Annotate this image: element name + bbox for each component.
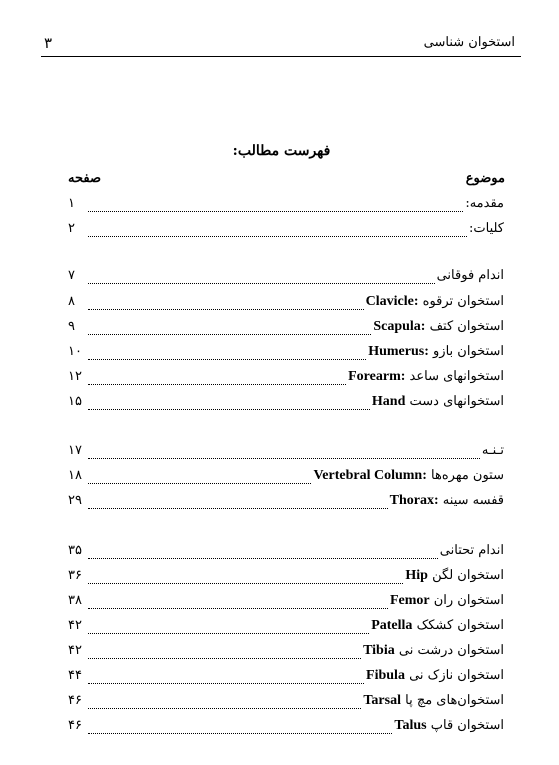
dot-leader (88, 359, 366, 360)
column-header-topic: موضوع (465, 171, 505, 186)
toc-entry (68, 196, 504, 216)
toc-entry-title-fa: اندام فوقانی (436, 268, 504, 283)
dot-leader (88, 683, 364, 684)
toc-entry-title-fa: استخوان قاپ (430, 718, 504, 733)
toc-entry (68, 344, 504, 364)
toc-entry-title (313, 468, 504, 484)
toc-entry-title-fa: استخوان درشت نی (398, 643, 504, 658)
toc-entry-title (366, 668, 504, 684)
toc-entry-page: ۱۰ (68, 344, 82, 359)
page-number: ۳ (44, 34, 53, 52)
dot-leader (88, 633, 369, 634)
toc-entry-title-fa: مقدمه: (465, 196, 504, 211)
dot-leader (88, 334, 371, 335)
toc-entry (68, 593, 504, 613)
toc-title: فهرست مطالب: (232, 143, 331, 159)
dot-leader (88, 608, 388, 609)
toc-entry (68, 618, 504, 638)
toc-entry-page: ۴۶ (68, 718, 82, 733)
toc-entry (68, 294, 504, 314)
dot-leader (88, 384, 346, 385)
toc-entry-title-fa: استخوانهای دست (409, 394, 504, 409)
dot-leader (88, 483, 311, 484)
toc-entry-title (371, 618, 504, 634)
dot-leader (88, 733, 392, 734)
dot-leader (88, 236, 467, 237)
toc-entry-page: ۱۷ (68, 443, 82, 458)
toc-entry (68, 268, 504, 288)
toc-entry-title (405, 568, 504, 584)
toc-entry-title-en: Patella (371, 618, 413, 633)
dot-leader (88, 508, 388, 509)
toc-entry (68, 443, 504, 463)
toc-entry-title-en: Femor (389, 593, 430, 608)
dot-leader (88, 211, 463, 212)
toc-entry-title-en: Fibula (366, 668, 405, 683)
toc-entry-title (437, 268, 504, 283)
dot-leader (88, 583, 403, 584)
toc-entry-page: ۱ (68, 196, 75, 211)
toc-entry-title-fa: ستون مهره‌ها (431, 468, 504, 483)
toc-entry-page: ۳۸ (68, 593, 82, 608)
toc-entry-title-fa: استخوان ران (433, 593, 504, 608)
toc-entry (68, 319, 504, 339)
toc-entry-title-en: Scapula: (373, 319, 426, 334)
dot-leader (88, 458, 480, 459)
toc-entry-page: ۴۶ (68, 693, 82, 708)
toc-entry-title-en: Thorax: (389, 493, 439, 508)
toc-entry (68, 668, 504, 688)
toc-entry-title-fa: استخوان کشکک (416, 618, 504, 633)
toc-entry-title-en: Clavicle: (365, 294, 419, 309)
toc-entry-page: ۱۵ (68, 394, 82, 409)
toc-entry-title-fa: استخوان نازک نی (409, 668, 504, 683)
toc-entry-title (348, 369, 504, 385)
toc-entry-title-en: Vertebral Column: (313, 468, 427, 483)
dot-leader (88, 409, 370, 410)
toc-entry-title (390, 493, 504, 509)
toc-entry-title (366, 294, 504, 310)
toc-entry-page: ۴۲ (68, 643, 82, 658)
toc-entry-page: ۱۸ (68, 468, 82, 483)
dot-leader (88, 283, 435, 284)
toc-entry-title-en: Forearm: (348, 369, 406, 384)
toc-entry-title-fa: استخوان لگن (432, 568, 504, 583)
toc-entry-title-fa: استخوان کتف (429, 319, 504, 334)
toc-entry-page: ۲ (68, 221, 75, 236)
toc-entry-title-fa: قفسه سینه (442, 493, 504, 508)
dot-leader (88, 708, 361, 709)
toc-entry-title (372, 394, 504, 410)
toc-entry-title (465, 196, 504, 211)
toc-entry (68, 221, 504, 241)
toc-entry (68, 693, 504, 713)
toc-entry-title (394, 718, 504, 734)
dot-leader (88, 658, 361, 659)
dot-leader (88, 558, 438, 559)
toc-entry-page: ۴۴ (68, 668, 82, 683)
toc-entry-title-en: Hip (405, 568, 428, 583)
toc-entry-title (373, 319, 504, 335)
toc-entry-title (368, 344, 504, 360)
running-title: استخوان شناسی (423, 35, 515, 50)
toc-entry (68, 468, 504, 488)
toc-entry (68, 369, 504, 389)
column-header-page: صفحه (68, 171, 101, 186)
toc-entry (68, 643, 504, 663)
toc-entry-title (440, 543, 504, 558)
toc-entry-page: ۳۵ (68, 543, 82, 558)
toc-entry (68, 718, 504, 738)
dot-leader (88, 309, 364, 310)
toc-entry (68, 493, 504, 513)
toc-entry (68, 394, 504, 414)
toc-entry-title-fa: اندام تحتانی (439, 543, 504, 558)
toc-entry (68, 543, 504, 563)
toc-entry-title (363, 693, 504, 709)
toc-entry-title (482, 443, 504, 458)
toc-entry-page: ۹ (68, 319, 75, 334)
toc-entry-page: ۴۲ (68, 618, 82, 633)
toc-entry-page: ۲۹ (68, 493, 82, 508)
toc-entry-title-en: Tarsal (363, 693, 401, 708)
toc-entry-title-en: Tibia (363, 643, 395, 658)
toc-entry-title-en: Talus (394, 718, 427, 733)
toc-entry-title-fa: کلیات: (469, 221, 504, 236)
toc-entry-title-fa: استخوان‌های مچ پا (405, 693, 504, 708)
toc-entry-title (469, 221, 504, 236)
toc-entry-title-fa: تـنـه (481, 443, 504, 458)
toc-entry-title-fa: استخوان بازو (433, 344, 504, 359)
toc-entry (68, 568, 504, 588)
toc-entry-title-en: Hand (371, 394, 406, 409)
toc-entry-page: ۱۲ (68, 369, 82, 384)
toc-entry-title (363, 643, 504, 659)
toc-entry-page: ۳۶ (68, 568, 82, 583)
toc-entry-page: ۷ (68, 268, 75, 283)
toc-entry-title (390, 593, 504, 609)
toc-entry-page: ۸ (68, 294, 75, 309)
toc-entry-title-en: Humerus: (368, 344, 429, 359)
toc-entry-title-fa: استخوان ترقوه (422, 294, 504, 309)
toc-entry-title-fa: استخوانهای ساعد (409, 369, 504, 384)
